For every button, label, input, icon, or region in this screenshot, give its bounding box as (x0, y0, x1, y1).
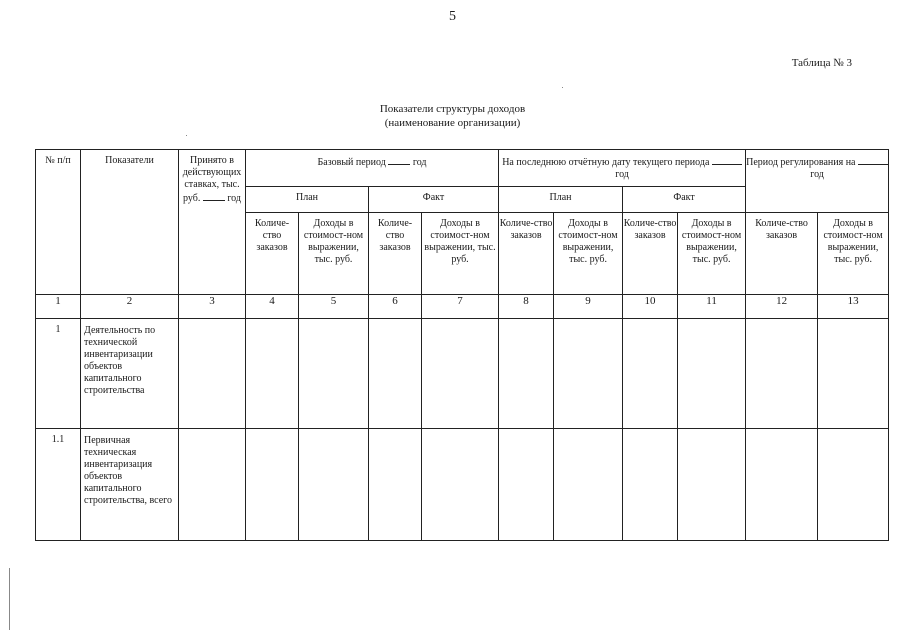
data-cell (422, 429, 499, 541)
header-count: Количе-ство заказов (499, 213, 554, 295)
column-number: 2 (81, 295, 179, 319)
table-title-block (0, 102, 905, 130)
header-num: № п/п (36, 150, 81, 295)
column-number: 7 (422, 295, 499, 319)
data-cell (623, 319, 678, 429)
scan-artifact (562, 87, 563, 88)
header-income: Доходы в стоимост-ном выражении, тыс. руб. (422, 213, 499, 295)
header-count: Количе-ство заказов (623, 213, 678, 295)
table-label: Таблица № 3 (791, 57, 852, 69)
header-base-period: Базовый период год (246, 150, 499, 187)
column-number: 5 (299, 295, 369, 319)
page-number: 5 (449, 9, 456, 24)
data-cell (678, 319, 746, 429)
row-number: 1.1 (36, 429, 81, 541)
data-cell (554, 429, 623, 541)
scan-artifact (186, 135, 187, 136)
header-indicator: Показатели (81, 150, 179, 295)
data-cell (499, 319, 554, 429)
column-number: 6 (369, 295, 422, 319)
header-income: Доходы в стоимост-ном выражении, тыс. руб. (299, 213, 369, 295)
column-number: 3 (179, 295, 246, 319)
column-number: 4 (246, 295, 299, 319)
header-current-fact: Факт (623, 187, 746, 213)
row-label: Первичная техническая инвентаризация объектов капитального строительства, всего (81, 429, 179, 541)
header-income: Доходы в стоимост-ном выражении, тыс. руб. (554, 213, 623, 295)
data-cell (246, 429, 299, 541)
column-number-row (36, 295, 889, 319)
scan-artifact (9, 568, 10, 630)
data-cell (179, 429, 246, 541)
table-title: Показатели структуры доходов (379, 103, 526, 115)
row-number: 1 (36, 319, 81, 429)
data-cell (369, 429, 422, 541)
data-cell (818, 429, 889, 541)
header-count: Количе-ство заказов (369, 213, 422, 295)
header-regulation-period: Период регулирования на год (746, 150, 889, 213)
header-income: Доходы в стоимост-ном выражении, тыс. руб. (678, 213, 746, 295)
header-accepted: Принято в действующих ставках, тыс. руб. год (179, 150, 246, 295)
column-number: 1 (36, 295, 81, 319)
blank-line (712, 155, 742, 165)
header-count: Количе-ство заказов (246, 213, 299, 295)
blank-line (203, 191, 225, 201)
data-cell (179, 319, 246, 429)
data-cell (623, 429, 678, 541)
table-row (36, 429, 889, 541)
header-current-period: На последнюю отчётную дату текущего периода год (499, 150, 746, 187)
data-cell (818, 319, 889, 429)
data-cell (678, 429, 746, 541)
data-cell (554, 319, 623, 429)
table-row (36, 319, 889, 429)
blank-line (858, 155, 888, 165)
data-cell (299, 319, 369, 429)
header-count: Количе-ство заказов (746, 213, 818, 295)
data-cell (499, 429, 554, 541)
column-number: 9 (554, 295, 623, 319)
data-cell (369, 319, 422, 429)
row-label: Деятельность по технической инвентаризации объектов капитального строительства (81, 319, 179, 429)
data-cell (246, 319, 299, 429)
column-number: 8 (499, 295, 554, 319)
table-subtitle: (наименование организации) (384, 117, 521, 129)
header-base-fact: Факт (369, 187, 499, 213)
column-number: 10 (623, 295, 678, 319)
data-cell (746, 319, 818, 429)
blank-line (388, 155, 410, 165)
header-income: Доходы в стоимост-ном выражении, тыс. руб. (818, 213, 889, 295)
header-current-plan: План (499, 187, 623, 213)
data-cell (746, 429, 818, 541)
column-number: 11 (678, 295, 746, 319)
data-cell (422, 319, 499, 429)
header-base-plan: План (246, 187, 369, 213)
column-number: 12 (746, 295, 818, 319)
data-cell (299, 429, 369, 541)
column-number: 13 (818, 295, 889, 319)
income-structure-table (35, 149, 889, 541)
